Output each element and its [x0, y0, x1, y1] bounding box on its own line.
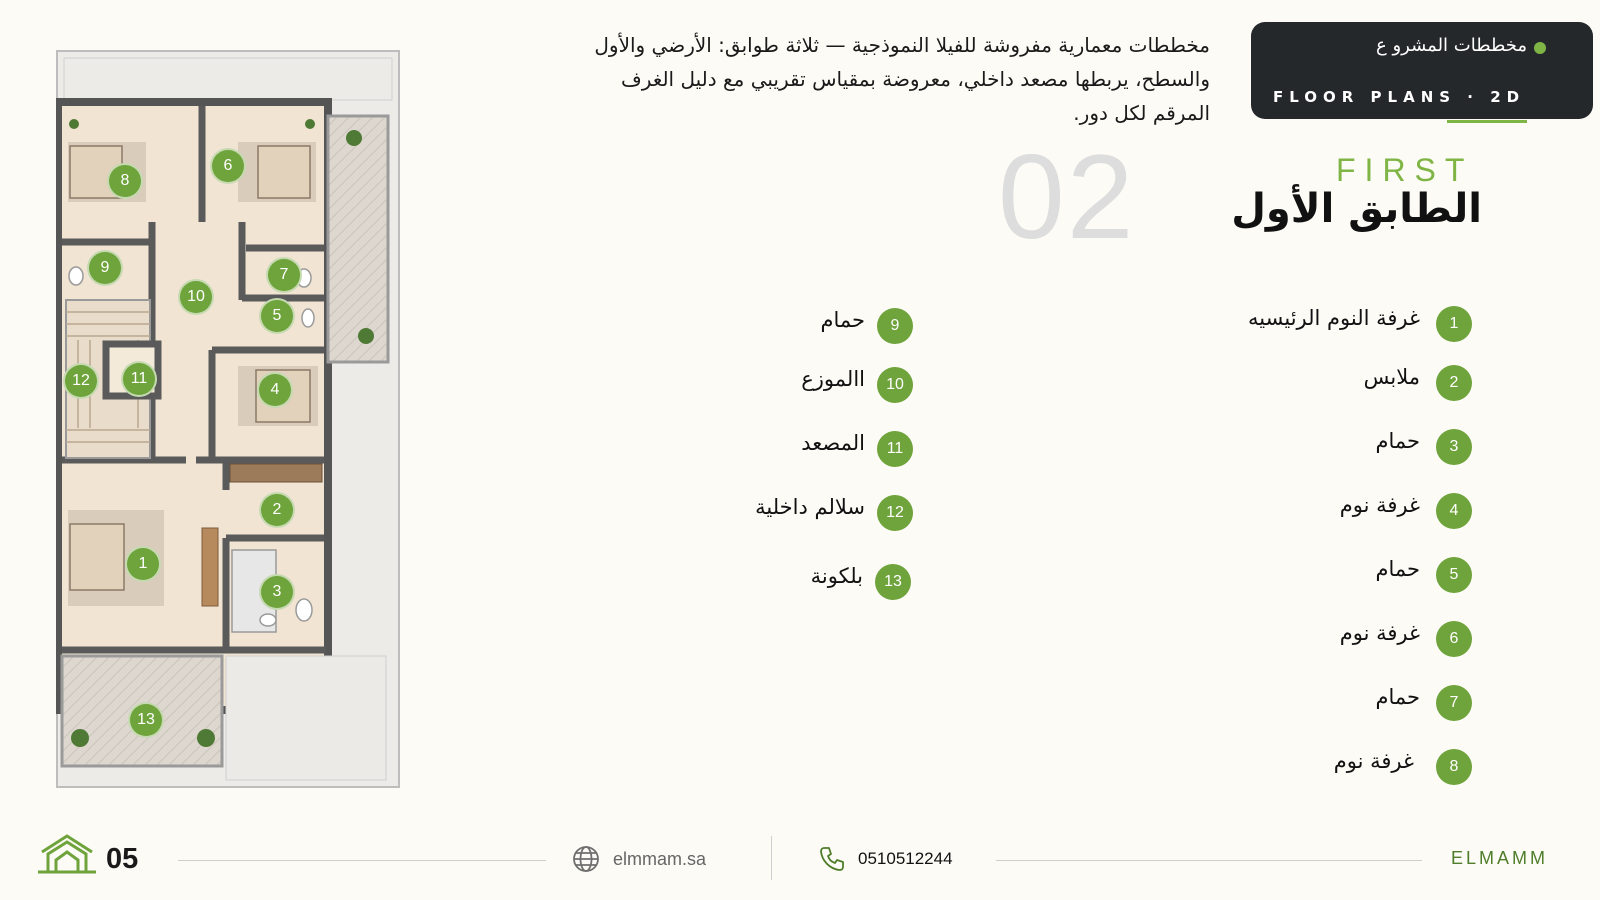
- page-number: 05: [106, 843, 139, 875]
- footer-separator: [771, 836, 772, 880]
- plan-pin-5: 5: [259, 298, 295, 334]
- legend-item: [700, 306, 913, 346]
- legend-number: 13: [875, 564, 911, 600]
- plan-pin-7: 7: [266, 257, 302, 293]
- plan-pin-10: 10: [178, 279, 214, 315]
- legend-item: [1240, 427, 1472, 467]
- badge-arabic-title: مخططات المشرو ع: [1376, 35, 1527, 56]
- legend-item: [700, 365, 913, 405]
- legend-label: غرفة النوم الرئيسيه: [1248, 306, 1420, 330]
- legend-item: [700, 562, 911, 602]
- legend-number: 8: [1436, 749, 1472, 785]
- legend-item: [700, 493, 913, 533]
- globe-icon: [572, 845, 600, 877]
- legend-label: غرفة نوم: [1339, 621, 1420, 645]
- footer-divider: [178, 860, 546, 861]
- plan-pin-12: 12: [63, 363, 99, 399]
- legend-item: [1240, 491, 1472, 531]
- plan-pin-4: 4: [257, 372, 293, 408]
- phone-icon: [818, 845, 846, 877]
- legend-item: [1240, 619, 1472, 659]
- plan-pin-9: 9: [87, 250, 123, 286]
- status-dot-icon: [1534, 42, 1546, 54]
- legend-number: 1: [1436, 306, 1472, 342]
- legend-number: 6: [1436, 621, 1472, 657]
- floor-arabic-title: الطابق الأول: [1231, 186, 1482, 232]
- legend-label: االموزع: [801, 367, 865, 391]
- legend-label: غرفة نوم: [1333, 749, 1414, 773]
- floor-english-title: FIRST: [1336, 152, 1474, 188]
- legend-item: [1240, 304, 1472, 344]
- house-logo-icon: [38, 832, 96, 878]
- legend-label: حمام: [1375, 557, 1420, 581]
- legend-label: بلكونة: [810, 564, 863, 588]
- legend-number: 4: [1436, 493, 1472, 529]
- plan-pin-1: 1: [125, 546, 161, 582]
- plan-pin-11: 11: [121, 361, 157, 397]
- legend-number: 10: [877, 367, 913, 403]
- legend-item: [1240, 555, 1472, 595]
- legend-item: [1240, 683, 1472, 723]
- legend-label: حمام: [1375, 429, 1420, 453]
- legend-number: 2: [1436, 365, 1472, 401]
- badge-underline: [1447, 120, 1527, 123]
- plan-pin-8: 8: [107, 163, 143, 199]
- plan-pin-6: 6: [210, 148, 246, 184]
- legend-number: 5: [1436, 557, 1472, 593]
- legend-number: 12: [877, 495, 913, 531]
- phone-number[interactable]: 0510512244: [858, 849, 953, 868]
- legend-label: غرفة نوم: [1339, 493, 1420, 517]
- floor-number: 02: [998, 130, 1136, 264]
- plan-pin-2: 2: [259, 492, 295, 528]
- legend-number: 3: [1436, 429, 1472, 465]
- legend-label: حمام: [1375, 685, 1420, 709]
- footer-divider: [996, 860, 1422, 861]
- legend-number: 9: [877, 308, 913, 344]
- legend-item: [1240, 747, 1472, 787]
- page-description: مخططات معمارية مفروشة للفيلا النموذجية — ثلاثة طوابق: الأرضي والأول والسطح، يربطها مصعد داخلي، معروضة بمقياس تقريبي مع دليل الغرف المرقم لكل دور.: [594, 33, 1210, 125]
- legend-label: ملابس: [1363, 365, 1420, 389]
- website-link[interactable]: elmmam.sa: [613, 849, 707, 869]
- legend-number: 7: [1436, 685, 1472, 721]
- legend-label: حمام: [820, 308, 865, 332]
- legend-item: [700, 429, 913, 469]
- legend-label: سلالم داخلية: [755, 495, 865, 519]
- plan-pin-13: 13: [128, 702, 164, 738]
- brand-name: ELMAMM: [1451, 848, 1549, 868]
- legend-item: [1240, 363, 1472, 403]
- legend-number: 11: [877, 431, 913, 467]
- plan-pin-3: 3: [259, 574, 295, 610]
- header-badge: [1251, 22, 1593, 119]
- badge-english-title: FLOOR PLANS · 2D: [1273, 88, 1526, 106]
- floor-plan: [56, 50, 400, 788]
- legend-label: المصعد: [801, 431, 865, 455]
